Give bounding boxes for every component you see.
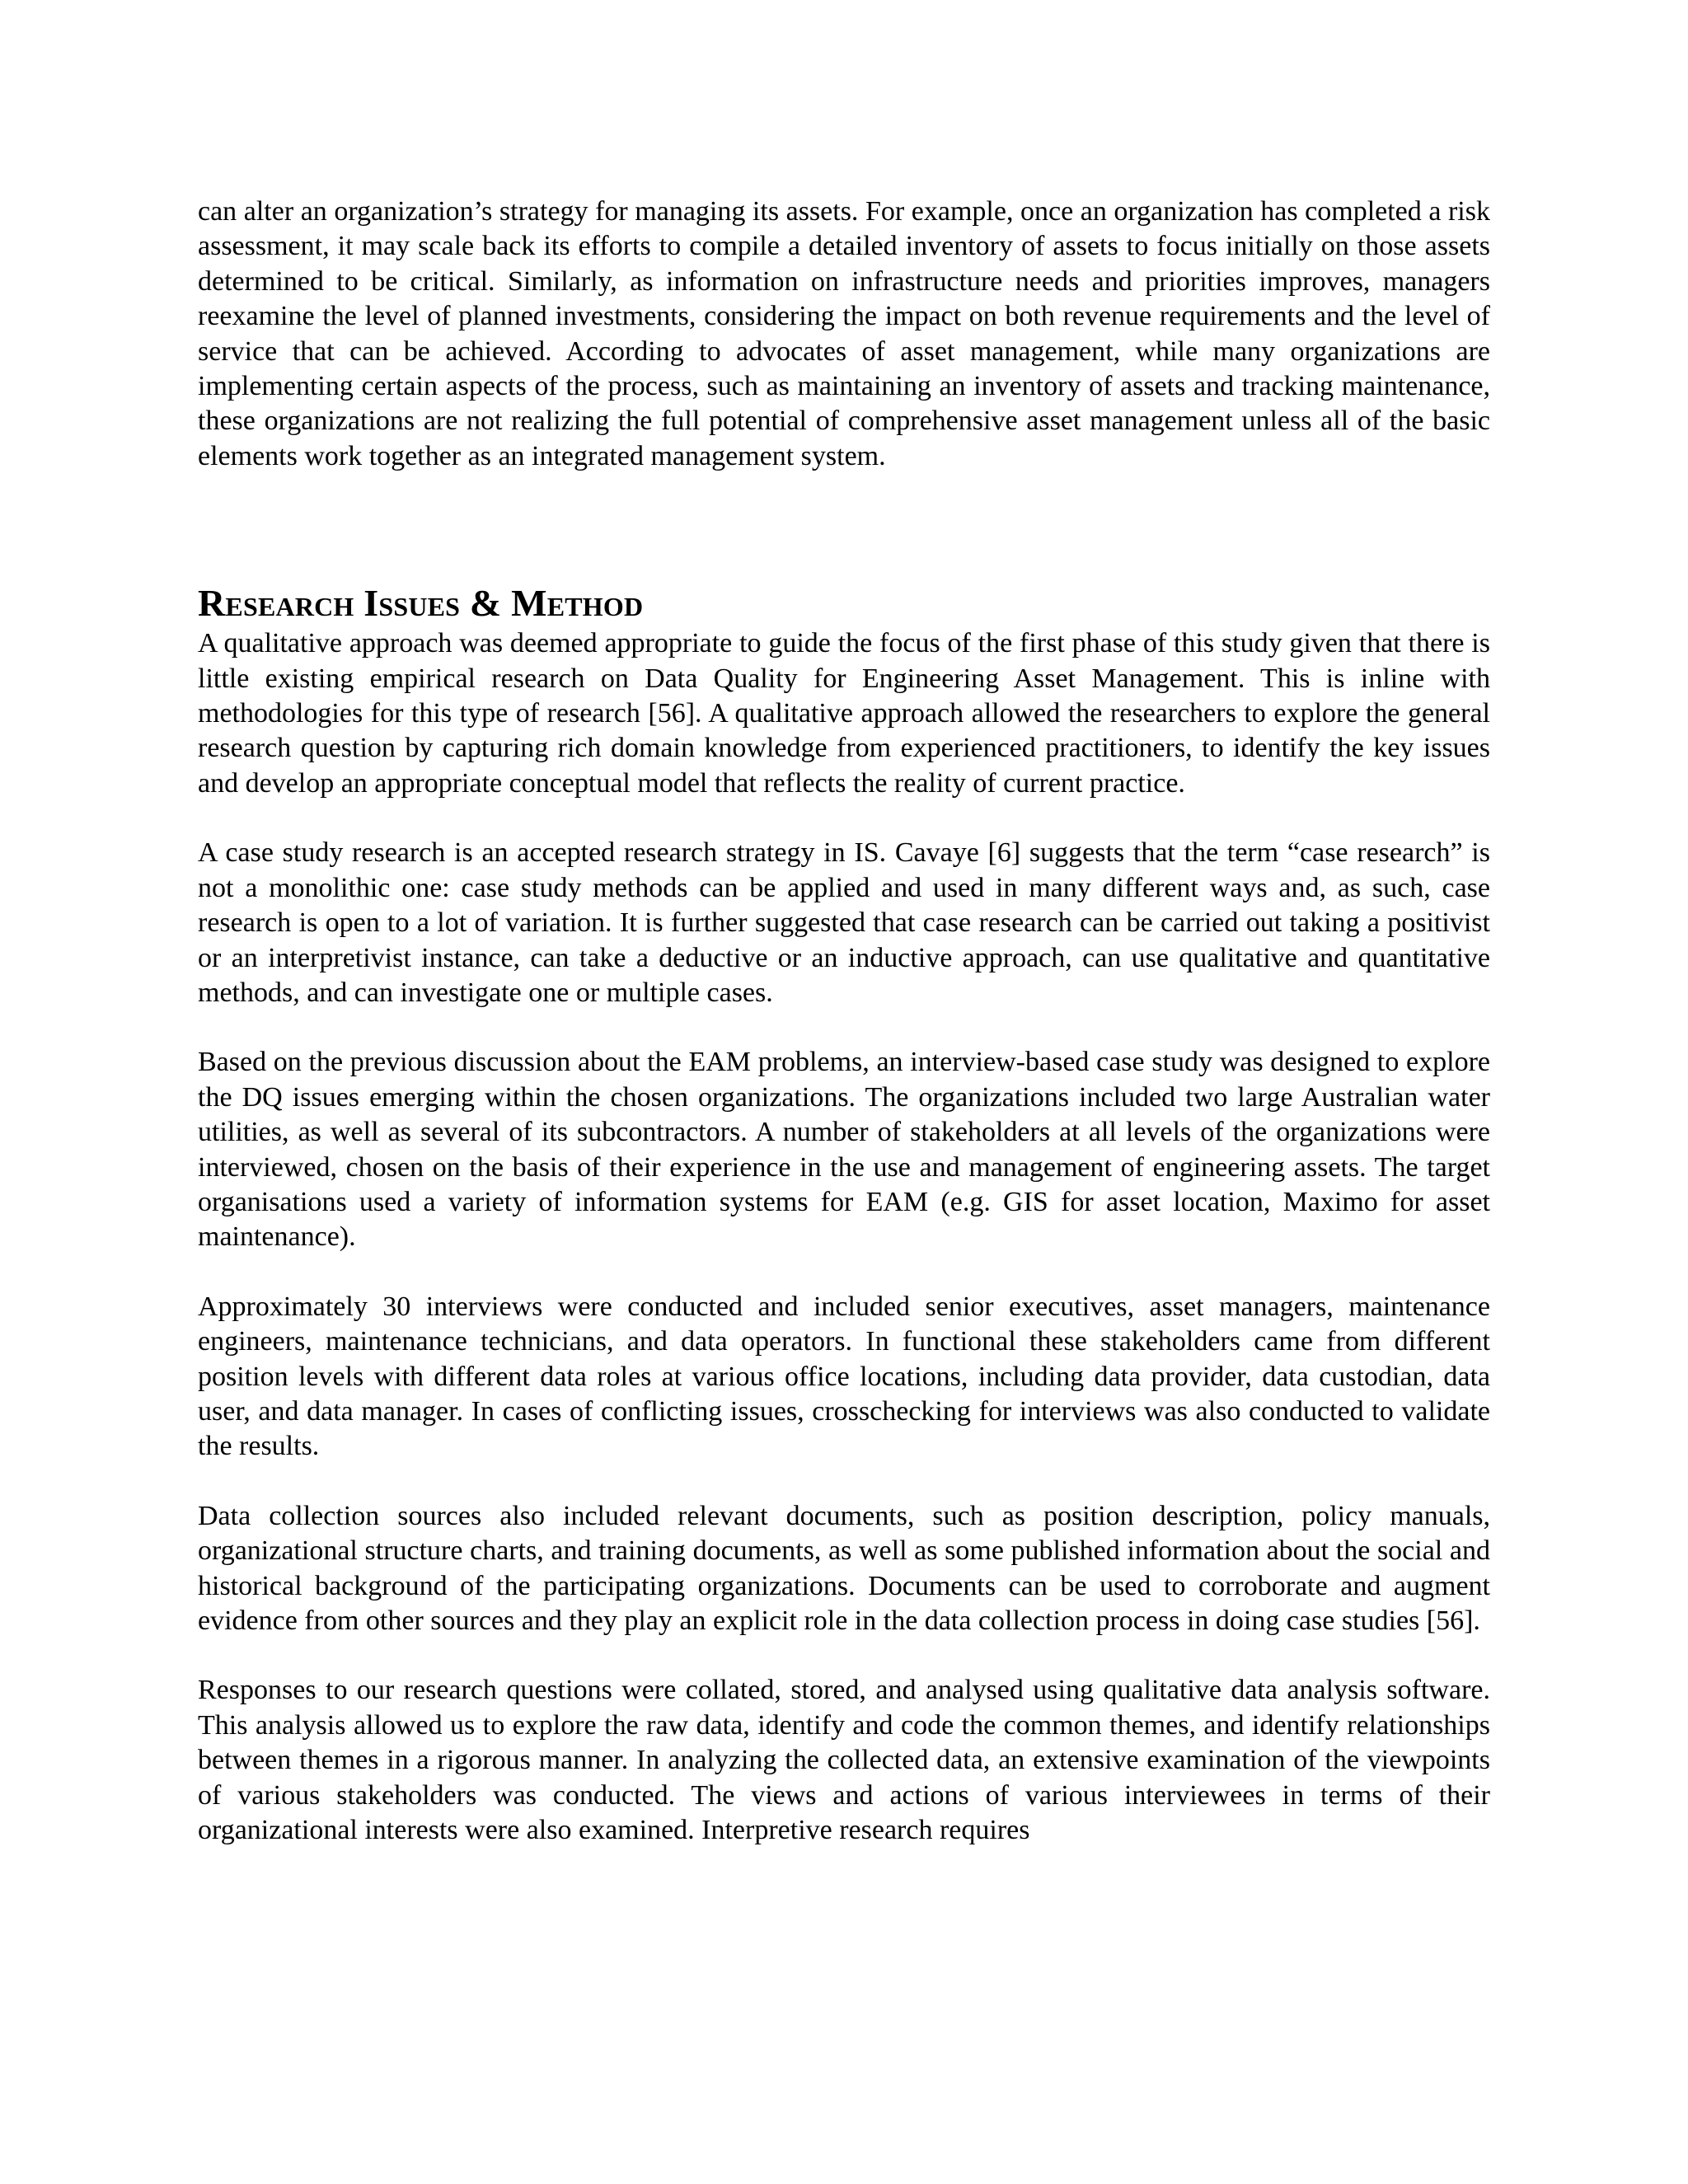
paragraph-interview-case-study: Based on the previous discussion about the EAM problems, an interview-based case study was designed to explore the DQ issues emerging within the chosen organizations. The organizations included two large Australian water utilities, as well as several of its subcontractors. A number of stakeholders at all levels of the organizations were interviewed, chosen on the basis of their experience in the use and management of engineering assets. The target organisations used a variety of information systems for EAM (e.g. GIS for asset location, Maximo for asset maintenance). bbox=[198, 1047, 1490, 1253]
paragraph-data-collection-sources: Data collection sources also included relevant documents, such as position description, policy manuals, organizational structure charts, and training documents, as well as some published information about the social and historical background of the participating organizations. Documents can be used to corroborate and augment evidence from other sources and they play an explicit role in the data collection process in doing case studies [56]. bbox=[198, 1500, 1490, 1636]
section-heading: Research Issues & Method bbox=[198, 582, 644, 625]
document-page bbox=[198, 194, 1490, 1848]
paragraph-case-study-research: A case study research is an accepted research strategy in IS. Cavaye [6] suggests that the term “case research” is not a monolithic one: case study methods can be applied and used in many different ways and, as such, case research is open to a lot of variation. It is further suggested that case research can be carried out taking a positivist or an interpretivist instance, can take a deductive or an inductive approach, can use qualitative and quantitative methods, and can investigate one or multiple cases. bbox=[198, 837, 1490, 1008]
paragraph-interviews-conducted: Approximately 30 interviews were conducted and included senior executives, asset managers, maintenance engineers, maintenance technicians, and data operators. In functional these stakeholders came from different position levels with different data roles at various office locations, including data provider, data custodian, data user, and data manager. In cases of conflicting issues, crosschecking for interviews was also conducted to validate the results. bbox=[198, 1291, 1490, 1462]
paragraph-data-analysis: Responses to our research questions were collated, stored, and analysed using qualitative data analysis software. This analysis allowed us to explore the raw data, identify and code the common themes, and identify relationships between themes in a rigorous manner. In analyzing the collected data, an extensive examination of the viewpoints of various stakeholders was conducted. The views and actions of various interviewees in terms of their organizational interests were also examined. Interpretive research requires bbox=[198, 1675, 1490, 1846]
paragraph-qualitative-approach: A qualitative approach was deemed appropriate to guide the focus of the first phase of this study given that there is little existing empirical research on Data Quality for Engineering Asset Management. This is inline with methodologies for this type of research [56]. A qualitative approach allowed the researchers to explore the general research question by capturing rich domain knowledge from experienced practitioners, to identify the key issues and develop an appropriate conceptual model that reflects the reality of current practice. bbox=[198, 628, 1490, 799]
section-body bbox=[198, 626, 1490, 1848]
continued-paragraph: can alter an organization’s strategy for managing its assets. For example, once an organization has completed a risk assessment, it may scale back its efforts to compile a detailed inventory of assets to focus initially on those assets determined to be critical. Similarly, as information on infrastructure needs and priorities improves, managers reexamine the level of planned investments, considering the impact on both revenue requirements and the level of service that can be achieved. According to advocates of asset management, while many organizations are implementing certain aspects of the process, such as maintaining an inventory of assets and tracking maintenance, these organizations are not realizing the full potential of comprehensive asset management unless all of the basic elements work together as an integrated management system. bbox=[198, 196, 1490, 471]
